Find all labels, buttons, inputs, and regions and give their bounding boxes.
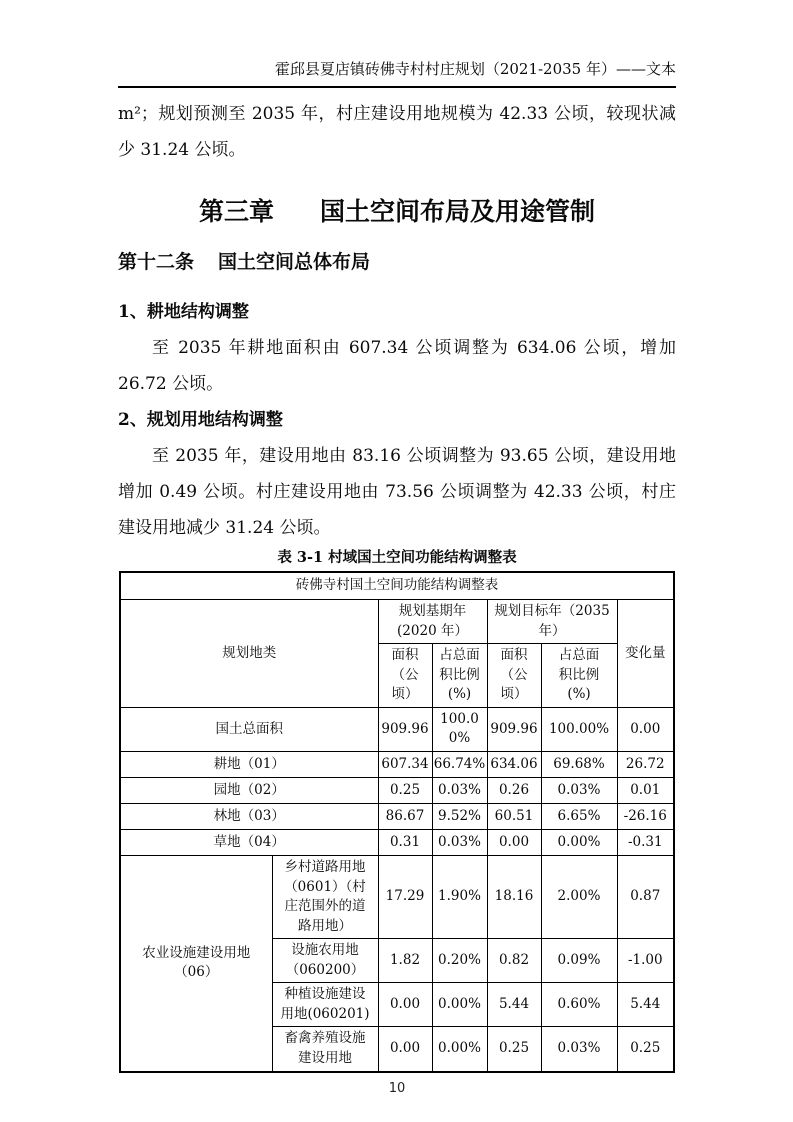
cell-change: 5.44 bbox=[617, 983, 674, 1027]
cell-change: -0.31 bbox=[617, 829, 674, 855]
chapter-heading bbox=[118, 194, 676, 230]
row-label: 林地（03） bbox=[120, 803, 378, 829]
row-label: 耕地（01） bbox=[120, 751, 378, 777]
col-header-land-type: 规划地类 bbox=[120, 600, 378, 708]
table-row-grass bbox=[120, 829, 674, 855]
table-header-row-years bbox=[120, 600, 674, 644]
col-header-change: 变化量 bbox=[617, 600, 674, 708]
cell-base-area: 86.67 bbox=[378, 803, 432, 829]
cell-base-ratio: 66.74% bbox=[432, 751, 487, 777]
cell-target-ratio: 69.68% bbox=[541, 751, 617, 777]
cell-target-ratio: 0.03% bbox=[541, 777, 617, 803]
table-row-garden bbox=[120, 777, 674, 803]
col-header-target-area bbox=[487, 644, 541, 708]
group-label-agricultural-facilities: 农业设施建设用地（06） bbox=[120, 855, 272, 1071]
subsection-heading-1: 1、耕地结构调整 bbox=[118, 302, 249, 322]
cell-target-ratio: 0.09% bbox=[541, 939, 617, 983]
cell-base-area: 0.00 bbox=[378, 1027, 432, 1072]
cell-base-ratio: 0.00% bbox=[432, 1027, 487, 1072]
section-heading bbox=[118, 244, 676, 280]
table-title: 砖佛寺村国土空间功能结构调整表 bbox=[120, 572, 674, 600]
cell-change: -26.16 bbox=[617, 803, 674, 829]
cell-target-ratio: 6.65% bbox=[541, 803, 617, 829]
col-header-base-ratio bbox=[432, 644, 487, 708]
row-label: 草地（04） bbox=[120, 829, 378, 855]
col-header-base-area bbox=[378, 644, 432, 708]
col-header-target-year: 规划目标年（2035 年） bbox=[487, 600, 617, 644]
land-structure-table bbox=[119, 571, 675, 1073]
row-label: 国土总面积 bbox=[120, 707, 378, 751]
col-header-target-area-label: 面积（公顷） bbox=[500, 647, 528, 703]
cell-target-area: 634.06 bbox=[487, 751, 541, 777]
table-row-rural-road bbox=[120, 855, 674, 938]
cell-target-area: 0.26 bbox=[487, 777, 541, 803]
row-label: 设施农用地（060200） bbox=[272, 939, 378, 983]
subsection-paragraph-1: 至 2035 年耕地面积由 607.34 公顷调整为 634.06 公顷，增加 26.72 公顷。 bbox=[118, 338, 676, 394]
chapter-title: 国土空间布局及用途管制 bbox=[320, 197, 596, 226]
subsection-heading-2: 2、规划用地结构调整 bbox=[118, 410, 283, 430]
cell-base-ratio: 100.00% bbox=[432, 707, 487, 751]
cell-base-ratio: 0.03% bbox=[432, 777, 487, 803]
section-number: 第十二条 bbox=[118, 251, 195, 273]
cell-base-area: 0.31 bbox=[378, 829, 432, 855]
table-row-forest bbox=[120, 803, 674, 829]
cell-target-area: 0.82 bbox=[487, 939, 541, 983]
cell-change: -1.00 bbox=[617, 939, 674, 983]
col-header-target-ratio bbox=[541, 644, 617, 708]
cell-change: 0.00 bbox=[617, 707, 674, 751]
section-title: 国土空间总体布局 bbox=[218, 251, 371, 273]
cell-base-ratio: 0.00% bbox=[432, 983, 487, 1027]
cell-target-area: 5.44 bbox=[487, 983, 541, 1027]
col-header-base-area-label: 面积（公顷） bbox=[391, 647, 419, 703]
intro-paragraph: m²；规划预测至 2035 年，村庄建设用地规模为 42.33 公顷，较现状减少 31.24 公顷。 bbox=[118, 104, 676, 160]
cell-target-area: 0.00 bbox=[487, 829, 541, 855]
cell-change: 0.01 bbox=[617, 777, 674, 803]
cell-target-ratio: 0.60% bbox=[541, 983, 617, 1027]
page-number: 10 bbox=[388, 1080, 406, 1096]
cell-base-area: 1.82 bbox=[378, 939, 432, 983]
cell-target-area: 0.25 bbox=[487, 1027, 541, 1072]
chapter-number: 第三章 bbox=[198, 197, 274, 226]
cell-base-ratio: 1.90% bbox=[432, 855, 487, 938]
cell-target-ratio: 0.03% bbox=[541, 1027, 617, 1072]
col-header-base-ratio-label: 占总面积比例(%) bbox=[439, 647, 480, 703]
cell-target-ratio: 100.00% bbox=[541, 707, 617, 751]
table-row-cultivated bbox=[120, 751, 674, 777]
subsection-paragraph-2: 至 2035 年，建设用地由 83.16 公顷调整为 93.65 公顷，建设用地增加 0.49 公顷。村庄建设用地由 73.56 公顷调整为 42.33 公顷，村庄建设用地减少 31.24 公顷。 bbox=[118, 446, 676, 538]
row-label: 畜禽养殖设施建设用地 bbox=[272, 1027, 378, 1072]
cell-base-area: 607.34 bbox=[378, 751, 432, 777]
cell-target-area: 60.51 bbox=[487, 803, 541, 829]
cell-target-ratio: 2.00% bbox=[541, 855, 617, 938]
cell-base-ratio: 9.52% bbox=[432, 803, 487, 829]
cell-base-ratio: 0.20% bbox=[432, 939, 487, 983]
col-header-base-year: 规划基期年(2020 年） bbox=[378, 600, 487, 644]
row-label: 种植设施建设用地(060201) bbox=[272, 983, 378, 1027]
running-header: 霍邱县夏店镇砖佛寺村村庄规划（2021-2035 年）——文本 bbox=[118, 58, 676, 88]
cell-target-area: 18.16 bbox=[487, 855, 541, 938]
cell-base-area: 909.96 bbox=[378, 707, 432, 751]
cell-change: 26.72 bbox=[617, 751, 674, 777]
cell-base-area: 0.00 bbox=[378, 983, 432, 1027]
cell-target-area: 909.96 bbox=[487, 707, 541, 751]
cell-change: 0.87 bbox=[617, 855, 674, 938]
row-label: 园地（02） bbox=[120, 777, 378, 803]
cell-change: 0.25 bbox=[617, 1027, 674, 1072]
table-caption: 表 3-1 村域国土空间功能结构调整表 bbox=[277, 549, 517, 566]
cell-base-area: 17.29 bbox=[378, 855, 432, 938]
table-row-total bbox=[120, 707, 674, 751]
col-header-target-ratio-label: 占总面积比例(%) bbox=[558, 647, 600, 703]
cell-base-area: 0.25 bbox=[378, 777, 432, 803]
cell-target-ratio: 0.00% bbox=[541, 829, 617, 855]
row-label: 乡村道路用地（0601）（村庄范围外的道路用地） bbox=[272, 855, 378, 938]
table-title-row bbox=[120, 572, 674, 600]
cell-base-ratio: 0.03% bbox=[432, 829, 487, 855]
